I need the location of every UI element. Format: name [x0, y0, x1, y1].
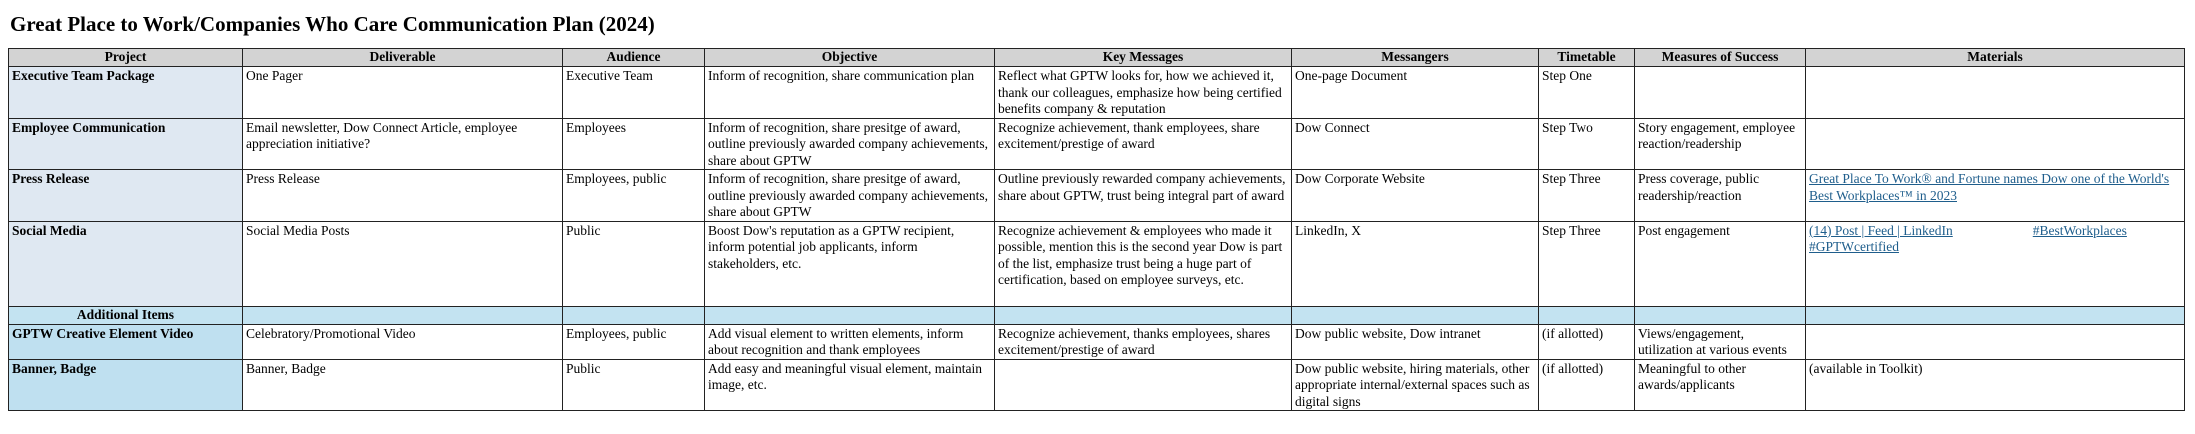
messengers-cell: Dow Connect [1292, 118, 1539, 170]
project-cell: Banner, Badge [9, 359, 243, 411]
header-measures: Measures of Success [1635, 49, 1806, 67]
materials-cell [1806, 221, 2185, 306]
measures-cell [1635, 67, 1806, 119]
deliverable-cell: Press Release [243, 170, 563, 222]
header-row [9, 49, 2185, 67]
deliverable-cell: Social Media Posts [243, 221, 563, 306]
audience-cell: Employees, public [563, 170, 705, 222]
audience-cell: Employees, public [563, 324, 705, 359]
measures-cell: Post engagement [1635, 221, 1806, 306]
table-row [9, 359, 2185, 411]
messengers-cell: Dow public website, hiring materials, other appropriate internal/external spaces such as digital signs [1292, 359, 1539, 411]
key-messages-cell: Recognize achievement, thank employees, share excitement/prestige of award [995, 118, 1292, 170]
measures-cell: Meaningful to other awards/applicants [1635, 359, 1806, 411]
key-messages-cell: Recognize achievement & employees who made it possible, mention this is the second year Dow is part of the list, emphasize trust being a huge part of certification, based on employee surveys, etc. [995, 221, 1292, 306]
project-cell: Executive Team Package [9, 67, 243, 119]
section-row [9, 306, 2185, 324]
table-row [9, 170, 2185, 222]
dow-gptw-article-link[interactable]: Great Place To Work® and Fortune names Dow one of the World's Best Workplaces™ in 2023 [1809, 171, 2170, 203]
header-materials: Materials [1806, 49, 2185, 67]
materials-cell [1806, 170, 2185, 222]
timetable-cell: Step Two [1539, 118, 1635, 170]
page-title: Great Place to Work/Companies Who Care Communication Plan (2024) [10, 12, 655, 36]
audience-cell: Public [563, 221, 705, 306]
deliverable-cell: Banner, Badge [243, 359, 563, 411]
timetable-cell: Step Three [1539, 170, 1635, 222]
timetable-cell: Step One [1539, 67, 1635, 119]
messengers-cell: Dow public website, Dow intranet [1292, 324, 1539, 359]
objective-cell: Inform of recognition, share presitge of award, outline previously awarded company achievements, share about GPTW [705, 170, 995, 222]
materials-cell [1806, 67, 2185, 119]
communication-plan-table [8, 48, 2185, 411]
gptw-certified-hashtag-link[interactable]: #GPTWcertified [1809, 239, 1899, 254]
objective-cell: Add visual element to written elements, inform about recognition and thank employees [705, 324, 995, 359]
messengers-cell: One-page Document [1292, 67, 1539, 119]
table-row [9, 118, 2185, 170]
timetable-cell: (if allotted) [1539, 324, 1635, 359]
header-messengers: Messangers [1292, 49, 1539, 67]
materials-cell: (available in Toolkit) [1806, 359, 2185, 411]
objective-cell: Inform of recognition, share presitge of award, outline previously awarded company achievements, share about GPTW [705, 118, 995, 170]
header-timetable: Timetable [1539, 49, 1635, 67]
linkedin-post-link[interactable]: (14) Post | Feed | LinkedIn [1809, 222, 1953, 238]
objective-cell: Inform of recognition, share communication plan [705, 67, 995, 119]
deliverable-cell: One Pager [243, 67, 563, 119]
objective-cell: Add easy and meaningful visual element, maintain image, etc. [705, 359, 995, 411]
project-cell: Employee Communication [9, 118, 243, 170]
deliverable-cell: Email newsletter, Dow Connect Article, employee appreciation initiative? [243, 118, 563, 170]
audience-cell: Executive Team [563, 67, 705, 119]
header-project: Project [9, 49, 243, 67]
materials-cell [1806, 324, 2185, 359]
key-messages-cell: Reflect what GPTW looks for, how we achieved it, thank our colleagues, emphasize how being certified benefits company & reputation [995, 67, 1292, 119]
section-label: Additional Items [9, 306, 243, 324]
audience-cell: Employees [563, 118, 705, 170]
table-row [9, 324, 2185, 359]
table-row [9, 67, 2185, 119]
table-row [9, 221, 2185, 306]
key-messages-cell: Outline previously rewarded company achievements, share about GPTW, trust being integral part of award [995, 170, 1292, 222]
project-cell: GPTW Creative Element Video [9, 324, 243, 359]
header-key-messages: Key Messages [995, 49, 1292, 67]
header-audience: Audience [563, 49, 705, 67]
key-messages-cell: Recognize achievement, thanks employees, shares excitement/prestige of award [995, 324, 1292, 359]
timetable-cell: Step Three [1539, 221, 1635, 306]
objective-cell: Boost Dow's reputation as a GPTW recipient, inform potential job applicants, inform stakeholders, etc. [705, 221, 995, 306]
header-objective: Objective [705, 49, 995, 67]
header-deliverable: Deliverable [243, 49, 563, 67]
project-cell: Social Media [9, 221, 243, 306]
materials-cell [1806, 118, 2185, 170]
measures-cell: Press coverage, public readership/reaction [1635, 170, 1806, 222]
best-workplaces-hashtag-link[interactable]: #BestWorkplaces [2032, 222, 2127, 238]
key-messages-cell [995, 359, 1292, 411]
messengers-cell: Dow Corporate Website [1292, 170, 1539, 222]
deliverable-cell: Celebratory/Promotional Video [243, 324, 563, 359]
measures-cell: Views/engagement, utilization at various events [1635, 324, 1806, 359]
project-cell: Press Release [9, 170, 243, 222]
measures-cell: Story engagement, employee reaction/readership [1635, 118, 1806, 170]
messengers-cell: LinkedIn, X [1292, 221, 1539, 306]
audience-cell: Public [563, 359, 705, 411]
timetable-cell: (if allotted) [1539, 359, 1635, 411]
